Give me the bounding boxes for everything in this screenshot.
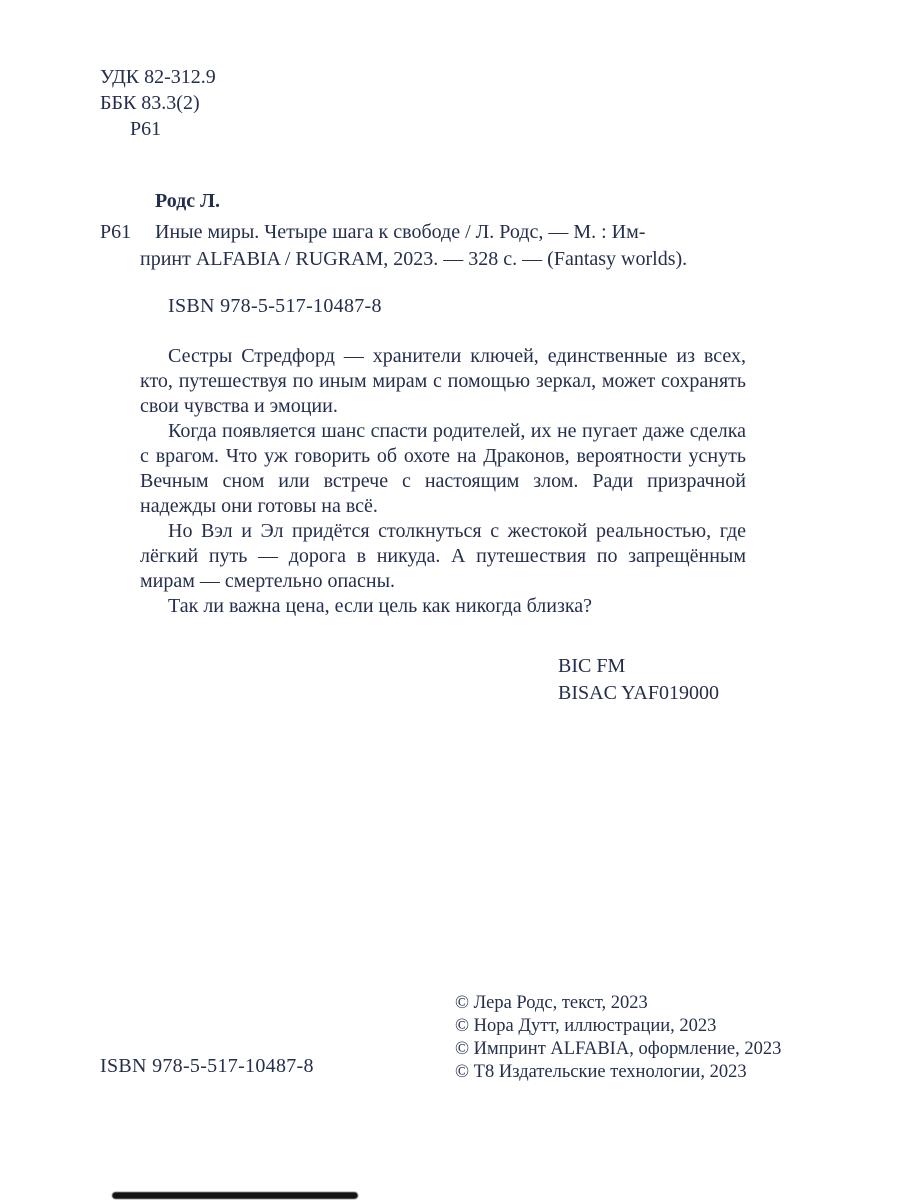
bbk-line: ББК 83.3(2) — [100, 92, 200, 114]
catalog-entry-line: Иные миры. Четыре шага к свободе / Л. Родс, — М. : Им- — [155, 221, 646, 243]
annotation-paragraph: Так ли важна цена, если цель как никогда близка? — [168, 595, 593, 617]
udk-line: УДК 82-312.9 — [100, 66, 216, 88]
catalog-entry — [100, 219, 765, 273]
author-sign-code: Р61 — [130, 118, 162, 140]
copyright-line: © Импринт ALFABIA, оформление, 2023 — [455, 1039, 782, 1059]
annotation-paragraph: Когда появляется шанс спасти родителей, их не пугает даже сделка с врагом. Что уж говорить об охоте на Драконов, вероятности уснуть Вечным сном или встрече с настоящим злом. Ради призрачной надежды они готовы на всё. — [140, 420, 746, 517]
annotation-paragraph: Сестры Стредфорд — хранители ключей, единственные из всех, кто, путешествуя по иным мирам с помощью зеркал, может сохранять свои чувства и эмоции. — [140, 345, 746, 417]
annotation-block — [140, 344, 746, 619]
isbn-bottom: ISBN 978-5-517-10487-8 — [100, 1055, 314, 1077]
copyright-block — [455, 992, 781, 1084]
bisac-code: BISAC YAF019000 — [558, 682, 719, 704]
catalog-entry-line: принт ALFABIA / RUGRAM, 2023. — 328 с. — (Fantasy worlds). — [140, 248, 688, 270]
scan-edge-artifact — [112, 1192, 358, 1199]
subject-codes-block — [558, 653, 719, 707]
copyright-line: © Лера Родс, текст, 2023 — [455, 993, 648, 1013]
isbn-top: ISBN 978-5-517-10487-8 — [168, 295, 382, 317]
copyright-line: © Т8 Издательские технологии, 2023 — [455, 1062, 747, 1082]
bic-code: BIC FM — [558, 655, 626, 677]
copyright-line: © Нора Дутт, иллюстрации, 2023 — [455, 1016, 717, 1036]
classification-block — [100, 64, 216, 142]
catalog-entry-code: Р61 — [100, 221, 132, 243]
author-name: Родс Л. — [155, 190, 221, 212]
annotation-paragraph: Но Вэл и Эл придётся столкнуться с жестокой реальностью, где лёгкий путь — дорога в никуда. А путешествия по запрещённым мирам — смертельно опасны. — [140, 520, 746, 592]
